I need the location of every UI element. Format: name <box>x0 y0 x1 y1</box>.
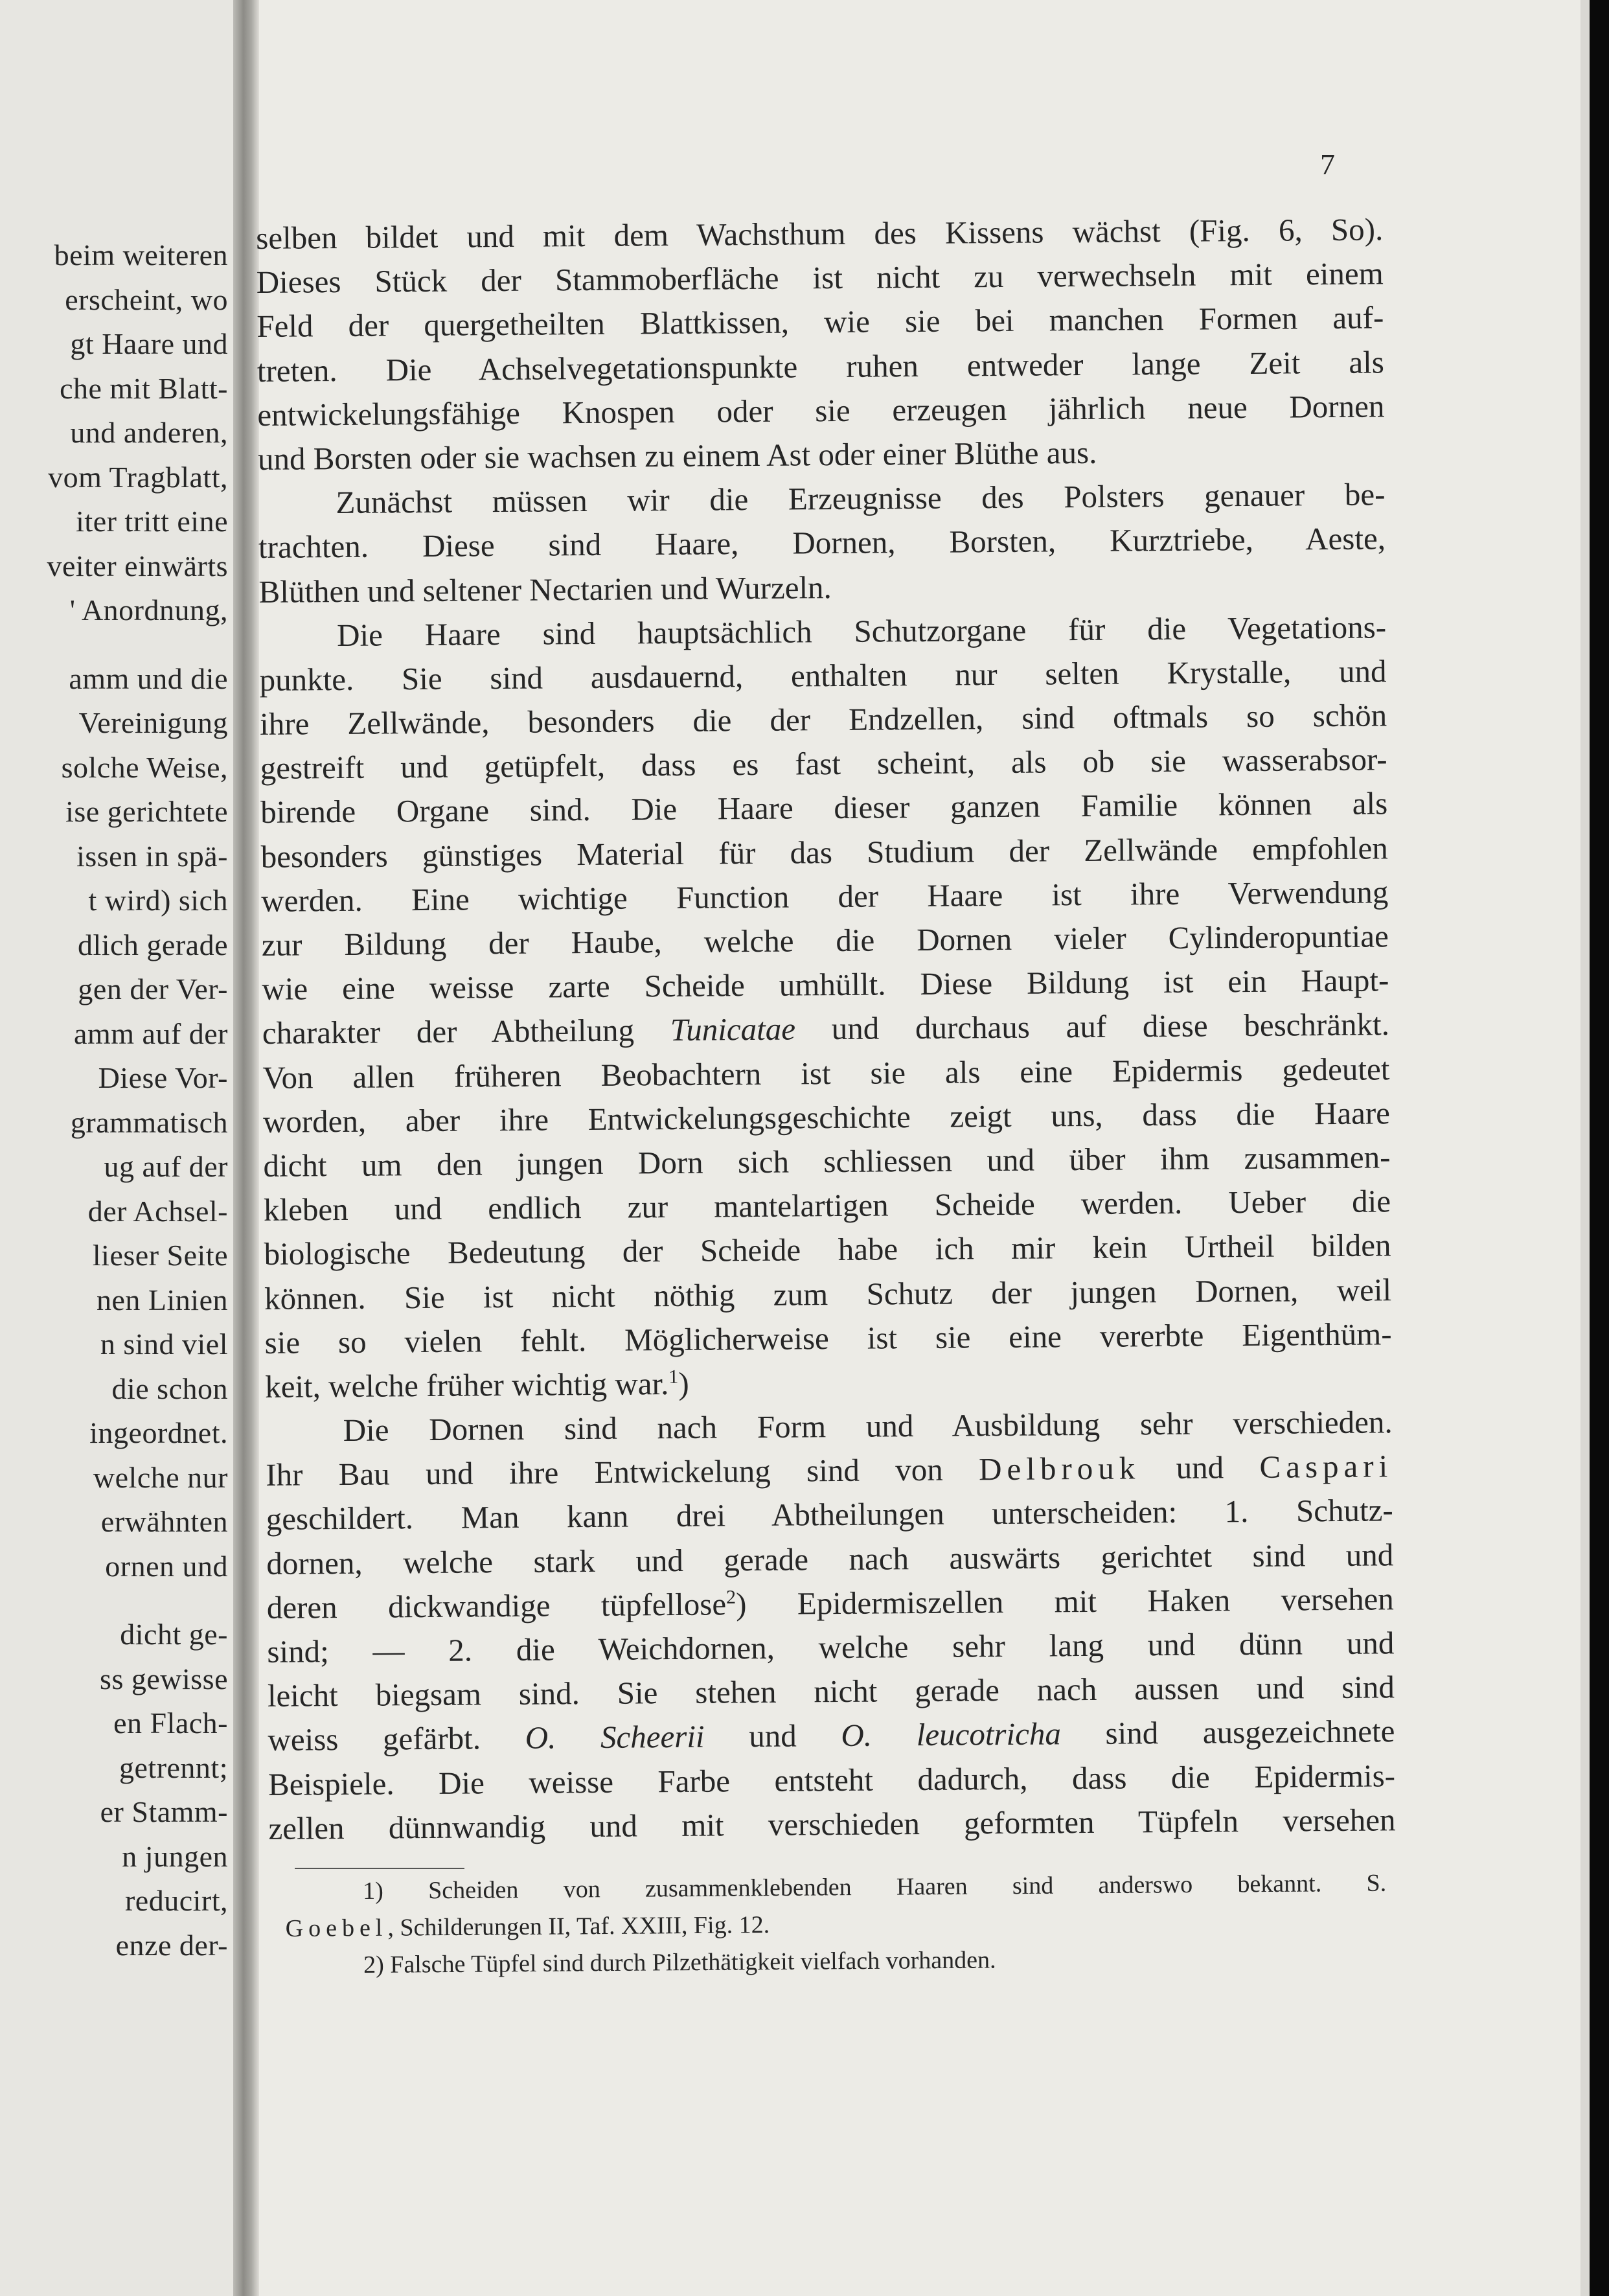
facing-page-line: enze der- <box>115 1928 228 1962</box>
author-name: Delbrouk <box>978 1450 1141 1487</box>
text-line: sind; — 2. die Weichdornen, welche sehr lang und dünn und <box>267 1625 1395 1670</box>
facing-page-line: Vereinigung <box>78 706 228 739</box>
facing-page-line: lieser Seite <box>92 1239 228 1272</box>
facing-page-line: ug auf der <box>104 1150 228 1183</box>
text-run: und durchaus auf diese beschränkt. <box>795 1006 1390 1047</box>
facing-page-line: reducirt, <box>124 1884 228 1917</box>
text-run: ) <box>678 1365 689 1401</box>
author-name: Goebel <box>285 1914 388 1942</box>
facing-page-line: iter tritt eine <box>76 505 228 538</box>
text-run: ) Epidermiszellen mit Haken versehen <box>735 1581 1395 1622</box>
facing-page-line: t wird) sich <box>88 884 228 917</box>
author-name: Caspari <box>1259 1448 1393 1486</box>
species-name: O. leucotricha <box>841 1716 1062 1754</box>
facing-page-line: getrennt; <box>119 1751 228 1784</box>
text-run: , Schilderungen II, Taf. XXIII, Fig. 12. <box>387 1911 770 1942</box>
page-edge <box>1580 0 1590 2296</box>
text-line: Zunächst müssen wir die Erzeugnisse des Polsters genauer be- <box>336 476 1386 521</box>
facing-page-line: vom Tragblatt, <box>48 460 228 494</box>
facing-page-line: veiter einwärts <box>47 549 228 582</box>
text-line: besonders günstiges Material für das Studium der Zellwände empfohlen <box>260 829 1388 875</box>
text-line: werden. Eine wichtige Function der Haare ist ihre Verwendung <box>261 874 1389 919</box>
facing-page-line: Diese Vor- <box>98 1061 228 1094</box>
text-line: leicht biegsam sind. Sie stehen nicht gerade nach aussen und sind <box>267 1669 1395 1714</box>
text-line: sie so vielen fehlt. Möglicherweise ist sie eine vererbte Eigenthüm- <box>264 1315 1392 1360</box>
facing-page-line: welche nur <box>93 1460 228 1494</box>
text-run: keit, welche früher wichtig war. <box>264 1365 669 1405</box>
text-run: und <box>704 1717 841 1755</box>
text-line: biologische Bedeutung der Scheide habe ich mir kein Urtheil bilden <box>264 1227 1391 1272</box>
facing-page-text <box>47 233 228 1968</box>
facing-page-line: der Achsel- <box>87 1194 228 1228</box>
facing-page-line: solche Weise, <box>61 750 228 784</box>
facing-page-line: che mit Blatt- <box>60 371 228 405</box>
text-line: entwickelungsfähige Knospen oder sie erzeugen jährlich neue Dornen <box>257 388 1385 433</box>
facing-page-line: ornen und <box>105 1549 228 1583</box>
footnote-line: 2) Falsche Tüpfel sind durch Pilzethätigkeit vielfach vorhanden. <box>363 1946 996 1979</box>
text-run: Ihr Bau und ihre Entwickelung sind von <box>266 1451 979 1493</box>
body-text <box>256 207 1396 1851</box>
facing-page-line: amm und die <box>69 661 228 695</box>
facing-page-line: amm auf der <box>74 1016 228 1050</box>
text-line <box>268 1710 1395 1763</box>
footnote-rule <box>295 1868 464 1869</box>
facing-page-line: dicht ge- <box>120 1618 228 1651</box>
scan-border <box>1590 0 1609 2296</box>
text-line: Die Haare sind hauptsächlich Schutzorgane für die Vegetations- <box>336 609 1387 653</box>
text-run: weiss gefärbt. <box>268 1720 525 1758</box>
text-line: und Borsten oder sie wachsen zu einem Ast oder einer Blüthe aus. <box>257 434 1097 477</box>
footnotes <box>285 1865 1387 1984</box>
text-run: und <box>1140 1449 1260 1486</box>
facing-page-line: ss gewisse <box>100 1662 228 1695</box>
text-line: Dieses Stück der Stammoberfläche ist nicht zu verwechseln mit einem <box>256 255 1384 301</box>
facing-page-line: dlich gerade <box>77 928 228 961</box>
text-line: wie eine weisse zarte Scheide umhüllt. Diese Bildung ist ein Haupt- <box>262 962 1389 1007</box>
text-line: treten. Die Achselvegetationspunkte ruhen entweder lange Zeit als <box>257 343 1385 389</box>
text-line: können. Sie ist nicht nöthig zum Schutz der jungen Dornen, weil <box>264 1271 1392 1316</box>
facing-page-line: ingeordnet. <box>89 1416 228 1449</box>
footnote-ref: 2 <box>725 1586 736 1608</box>
facing-page-line: und anderen, <box>70 416 228 449</box>
facing-page-line: gen der Ver- <box>78 972 228 1005</box>
facing-page-line: erwähnten <box>100 1505 228 1538</box>
text-line: trachten. Diese sind Haare, Dornen, Borsten, Kurztriebe, Aeste, <box>258 520 1386 566</box>
text-line: Blüthen und seltener Nectarien und Wurzeln. <box>258 569 832 610</box>
text-line: kleben und endlich zur mantelartigen Scheide werden. Ueber die <box>263 1183 1391 1228</box>
paragraph-gap <box>47 633 228 657</box>
text-line: dicht um den jungen Dorn sich schliessen und über ihm zusammen- <box>263 1139 1391 1184</box>
species-name: O. Scheerii <box>525 1719 705 1756</box>
text-line: geschildert. Man kann drei Abtheilungen unterscheiden: 1. Schutz- <box>266 1492 1393 1537</box>
text-line <box>262 1003 1389 1056</box>
paragraph-gap <box>47 1589 228 1613</box>
facing-page-fragment <box>0 0 241 2296</box>
facing-page-line: die schon <box>111 1372 228 1405</box>
footnote-ref: 1 <box>668 1366 679 1388</box>
facing-page-line: grammatisch <box>70 1105 228 1139</box>
text-line: worden, aber ihre Entwickelungsgeschichte zeigt uns, dass die Haare <box>262 1095 1391 1140</box>
text-line: ihre Zellwände, besonders die der Endzellen, sind oftmals so schön <box>259 697 1387 742</box>
book-gutter <box>233 0 259 2296</box>
facing-page-line: nen Linien <box>97 1283 228 1316</box>
facing-page-line: issen in spä- <box>76 839 228 873</box>
taxon-name: Tunicatae <box>670 1011 796 1048</box>
facing-page-line: ' Anordnung, <box>69 593 228 626</box>
footnote-line: 1) Scheiden von zusammenklebenden Haaren sind anderswo bekannt. S. <box>363 1869 1387 1905</box>
facing-page-line: erscheint, wo <box>65 282 228 316</box>
text-line: Von allen früheren Beobachtern ist sie als eine Epidermis gedeutet <box>262 1050 1390 1096</box>
text-line: zur Bildung der Haube, welche die Dornen vieler Cylinderopuntiae <box>261 918 1389 963</box>
facing-page-line: beim weiteren <box>54 238 228 271</box>
facing-page-line: en Flach- <box>113 1706 228 1739</box>
text-line: zellen dünnwandig und mit verschieden geformten Tüpfeln versehen <box>268 1802 1396 1846</box>
facing-page-line: er Stamm- <box>100 1795 228 1828</box>
text-line: Feld der quergetheilten Blattkissen, wie sie bei manchen Formen auf- <box>257 299 1384 345</box>
page-number: 7 <box>1320 148 1335 181</box>
text-line: Die Dornen sind nach Form und Ausbildung sehr verschieden. <box>343 1404 1393 1449</box>
facing-page-line: n jungen <box>122 1839 228 1873</box>
text-line: selben bildet und mit dem Wachsthum des Kissens wächst (Fig. 6, So). <box>256 211 1384 256</box>
text-run: sind ausgezeichnete <box>1060 1713 1395 1752</box>
text-line: Beispiele. Die weisse Farbe entsteht dadurch, dass die Epidermis- <box>268 1757 1396 1802</box>
text-line: punkte. Sie sind ausdauernd, enthalten nur selten Krystalle, und <box>259 653 1387 698</box>
text-line: dornen, welche stark und gerade nach auswärts gerichtet sind und <box>266 1536 1394 1581</box>
text-run: charakter der Abtheilung <box>262 1012 670 1051</box>
text-line: gestreift und getüpfelt, dass es fast scheint, als ob sie wasserabsor- <box>260 741 1387 786</box>
text-line: birende Organe sind. Die Haare dieser ganzen Familie können als <box>260 785 1388 831</box>
facing-page-line: n sind viel <box>100 1327 228 1360</box>
facing-page-line: gt Haare und <box>70 327 228 360</box>
text-run: deren dickwandige tüpfellose <box>266 1586 727 1625</box>
facing-page-line: ise gerichtete <box>65 795 228 828</box>
